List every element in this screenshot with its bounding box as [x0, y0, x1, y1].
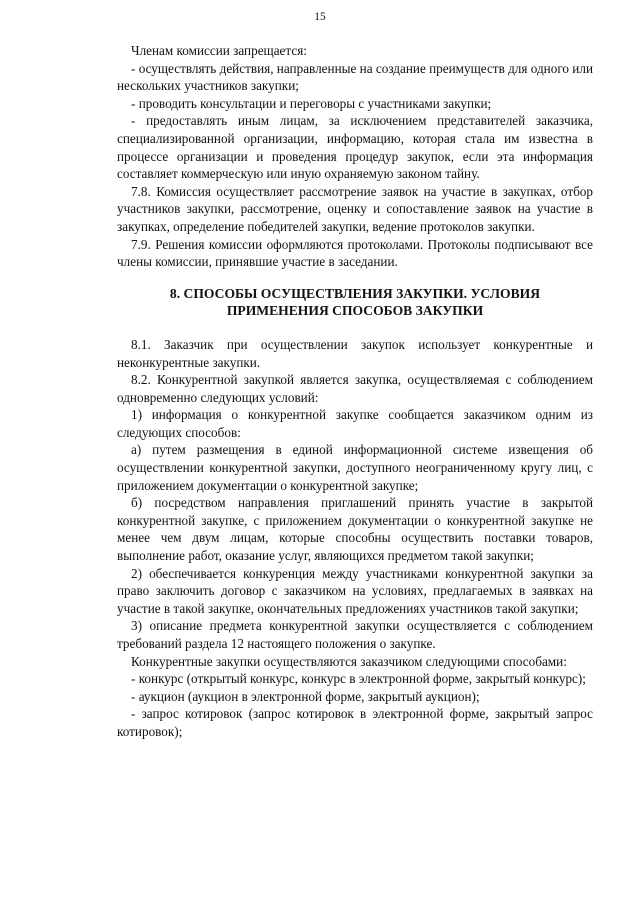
page-number: 15: [314, 11, 326, 23]
paragraph: а) путем размещения в единой информационной системе извещения об осуществлении конкурентной закупки, доступного неограниченному кругу лиц, с приложением документации о конкурентной закупке;: [117, 442, 593, 493]
paragraph: - конкурс (открытый конкурс, конкурс в электронной форме, закрытый конкурс);: [131, 671, 586, 687]
paragraph: б) посредством направления приглашений принять участие в закрытой конкурентной закупке, с приложением документации о конкурентной закупке не менее чем двум лицам, которые способны осуществить поставки товаров, выполнение работ, оказание услуг, являющихся предметом такой закупки;: [117, 495, 593, 564]
paragraph: 7.8. Комиссия осуществляет рассмотрение заявок на участие в закупках, отбор участников закупки, рассмотрение, оценку и сопоставление заявок на участие в закупках, определение победителей закупки, ведение протоколов закупки.: [117, 183, 593, 234]
paragraph: 7.9. Решения комиссии оформляются протоколами. Протоколы подписывают все члены комиссии, принявшие участие в заседании.: [117, 236, 593, 270]
paragraph: 1) информация о конкурентной закупке сообщается заказчиком одним из следующих способов:: [117, 407, 593, 440]
paragraph: 8.1. Заказчик при осуществлении закупок использует конкурентные и неконкурентные закупки.: [117, 336, 593, 370]
paragraph: 3) описание предмета конкурентной закупки осуществляется с соблюдением требований раздела 12 настоящего положения о закупке.: [117, 618, 593, 651]
paragraph: 8.2. Конкурентной закупкой является закупка, осуществляемая с соблюдением одновременно следующих условий:: [117, 372, 593, 405]
paragraph: - проводить консультации и переговоры с участниками закупки;: [131, 95, 492, 111]
paragraph: Членам комиссии запрещается:: [131, 43, 307, 58]
paragraph: - запрос котировок (запрос котировок в электронной форме, закрытый запрос котировок);: [117, 706, 593, 739]
section-heading-line-2: ПРИМЕНЕНИЯ СПОСОБОВ ЗАКУПКИ: [226, 303, 484, 319]
paragraph: 2) обеспечивается конкуренция между участниками конкурентной закупки за право заключить договор с заказчиком на условиях, предлагаемых в заявках на участие в такой закупке, окончательных предложениях участников такой закупки;: [117, 565, 593, 616]
paragraph: - предоставлять иным лицам, за исключением представителей заказчика, специализированной организации, информацию, которая стала им известна в процессе организации и проведения процедур закупок, если эта информация составляет коммерческую или иную охраняемую законом тайну.: [117, 113, 593, 182]
paragraph: Конкурентные закупки осуществляются заказчиком следующими способами:: [131, 653, 567, 669]
section-heading-line-1: 8. СПОСОБЫ ОСУЩЕСТВЛЕНИЯ ЗАКУПКИ. УСЛОВИЯ: [169, 285, 541, 301]
section-heading: [117, 285, 593, 320]
paragraph: - осуществлять действия, направленные на создание преимуществ для одного или нескольких участников закупки;: [117, 60, 593, 94]
page-content: [117, 42, 593, 741]
paragraph: - аукцион (аукцион в электронной форме, закрытый аукцион);: [131, 688, 480, 704]
